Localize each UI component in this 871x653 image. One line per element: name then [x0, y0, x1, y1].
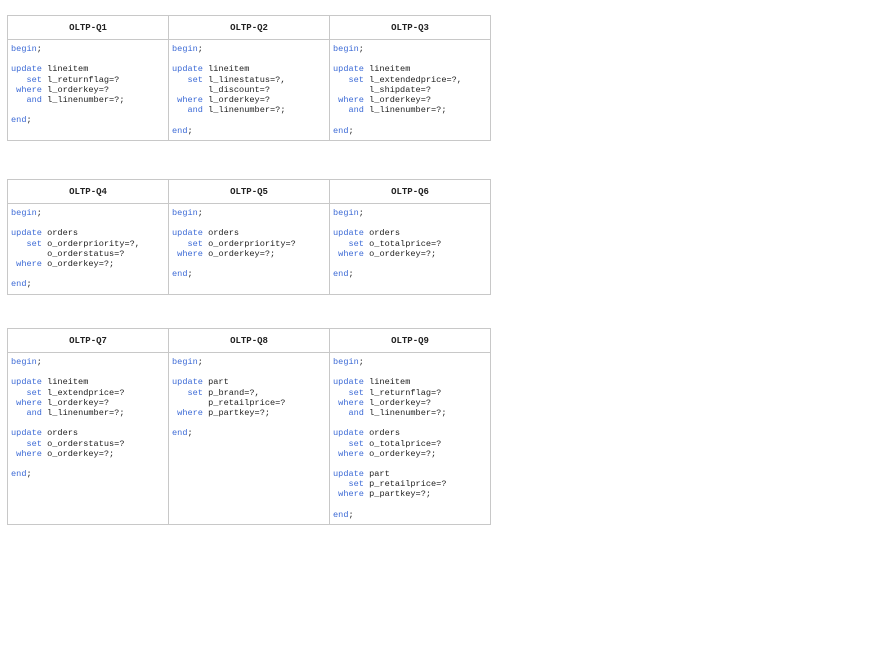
sql-code-block [8, 204, 168, 294]
sql-text: lineitem [363, 377, 411, 388]
sql-code-block [8, 353, 168, 483]
sql-code-block [169, 353, 329, 443]
code-line [333, 54, 487, 64]
sql-keyword: end [172, 269, 188, 280]
code-line [333, 269, 487, 279]
sql-text [172, 105, 187, 115]
code-line [333, 479, 487, 489]
sql-keyword: update [333, 64, 364, 75]
sql-keyword: begin [172, 357, 198, 367]
query-cell [8, 204, 169, 295]
sql-keyword: where [338, 94, 364, 105]
code-line [172, 85, 326, 95]
sql-keyword: update [333, 469, 364, 480]
sql-code-block [330, 204, 490, 283]
code-line [11, 105, 165, 115]
sql-text: o_orderkey=?; [41, 448, 115, 459]
sql-text: o_totalprice=? [363, 238, 442, 249]
sql-keyword: end [172, 428, 188, 439]
code-line [11, 469, 165, 479]
query-cell [169, 353, 330, 525]
code-line [333, 218, 487, 228]
sql-text: orders [41, 428, 79, 439]
sql-text [172, 75, 187, 85]
code-line [172, 418, 326, 428]
sql-text: orders [202, 228, 240, 239]
sql-text: o_orderpriority=?, [41, 238, 140, 249]
code-line [11, 95, 165, 105]
sql-text: l_linenumber=?; [41, 94, 125, 105]
sql-keyword: where [177, 94, 203, 105]
code-line [333, 208, 487, 218]
query-cell [169, 204, 330, 295]
sql-keyword: set [26, 74, 42, 85]
sql-text: l_extendedprice=?, [363, 74, 462, 85]
sql-text [11, 408, 26, 418]
code-line [11, 377, 165, 387]
sql-keyword: and [348, 407, 364, 418]
sql-text: orders [41, 228, 79, 239]
sql-keyword: where [16, 84, 42, 95]
sql-keyword: where [338, 489, 364, 500]
sql-keyword: and [187, 105, 203, 116]
code-line [333, 64, 487, 74]
sql-keyword: begin [172, 208, 198, 218]
code-line [333, 367, 487, 377]
code-line [333, 439, 487, 449]
code-line [11, 439, 165, 449]
sql-text: l_shipdate=? [333, 84, 431, 95]
sql-keyword: where [338, 448, 364, 459]
code-line [11, 64, 165, 74]
code-line [333, 398, 487, 408]
sql-keyword: set [187, 74, 203, 85]
code-line [333, 500, 487, 510]
sql-text: l_linenumber=?; [363, 105, 447, 116]
sql-text: o_orderkey=?; [202, 248, 276, 259]
code-line [172, 64, 326, 74]
code-line [172, 54, 326, 64]
query-cell [330, 353, 491, 525]
code-line [11, 75, 165, 85]
sql-text: o_orderkey=?; [41, 258, 115, 269]
sql-keyword: set [348, 74, 364, 85]
sql-text [11, 388, 26, 398]
sql-keyword: begin [11, 357, 37, 367]
sql-text: part [363, 469, 390, 480]
sql-text: lineitem [41, 377, 89, 388]
sql-text: ; [358, 208, 364, 218]
code-line [333, 44, 487, 54]
code-line [11, 54, 165, 64]
query-title: OLTP-Q3 [330, 16, 491, 40]
code-line [11, 428, 165, 438]
sql-code-block [169, 204, 329, 283]
code-line [172, 249, 326, 259]
sql-keyword: begin [11, 208, 37, 218]
sql-text [11, 439, 26, 449]
code-line [11, 249, 165, 259]
sql-text: l_linenumber=?; [363, 407, 447, 418]
query-title: OLTP-Q8 [169, 329, 330, 353]
code-line [333, 105, 487, 115]
sql-keyword: set [26, 387, 42, 398]
code-line [11, 115, 165, 125]
code-line [172, 228, 326, 238]
query-title: OLTP-Q9 [330, 329, 491, 353]
sql-text: ; [26, 469, 32, 480]
sql-text [333, 239, 348, 249]
code-line [172, 126, 326, 136]
sql-text: ; [26, 279, 32, 290]
sql-keyword: update [172, 377, 203, 388]
sql-keyword: end [11, 115, 27, 126]
code-line [333, 95, 487, 105]
query-title: OLTP-Q6 [330, 180, 491, 204]
code-line [172, 208, 326, 218]
code-line [172, 428, 326, 438]
code-line [11, 449, 165, 459]
code-line [333, 510, 487, 520]
sql-text: ; [36, 357, 42, 367]
query-title: OLTP-Q2 [169, 16, 330, 40]
sql-keyword: update [11, 377, 42, 388]
sql-keyword: where [16, 258, 42, 269]
sql-keyword: update [333, 377, 364, 388]
code-line [11, 85, 165, 95]
sql-keyword: end [333, 269, 349, 280]
sql-text: ; [26, 115, 32, 126]
code-line [11, 357, 165, 367]
query-table-3 [7, 328, 491, 525]
code-line [172, 259, 326, 269]
code-line [172, 105, 326, 115]
code-line [11, 279, 165, 289]
sql-keyword: begin [172, 44, 198, 54]
code-line [333, 449, 487, 459]
sql-text: o_orderkey=?; [363, 248, 437, 259]
sql-text [11, 75, 26, 85]
sql-text: p_partkey=?; [202, 407, 271, 418]
query-cell [330, 40, 491, 141]
sql-text [172, 239, 187, 249]
sql-keyword: end [11, 279, 27, 290]
sql-text: p_brand=?, [202, 387, 260, 398]
sql-keyword: begin [333, 208, 359, 218]
code-line [172, 239, 326, 249]
code-line [333, 75, 487, 85]
query-table-1 [7, 15, 491, 141]
sql-text: lineitem [41, 64, 89, 75]
code-line [11, 44, 165, 54]
code-line [11, 218, 165, 228]
sql-keyword: update [172, 228, 203, 239]
sql-keyword: update [172, 64, 203, 75]
sql-keyword: where [338, 397, 364, 408]
sql-code-block [330, 353, 490, 524]
sql-text [333, 75, 348, 85]
sql-text: orders [363, 228, 401, 239]
code-line [333, 259, 487, 269]
sql-text: l_linenumber=?; [41, 407, 125, 418]
sql-text: l_orderkey=? [41, 397, 110, 408]
code-line [11, 408, 165, 418]
sql-text: ; [348, 269, 354, 280]
sql-keyword: begin [333, 357, 359, 367]
sql-keyword: where [177, 407, 203, 418]
sql-keyword: where [16, 448, 42, 459]
sql-keyword: end [11, 469, 27, 480]
sql-text: ; [197, 357, 203, 367]
sql-keyword: where [177, 248, 203, 259]
code-line [11, 418, 165, 428]
sql-text: o_orderkey=?; [363, 448, 437, 459]
code-line [172, 398, 326, 408]
sql-keyword: where [338, 248, 364, 259]
sql-text: ; [36, 44, 42, 54]
code-line [333, 239, 487, 249]
sql-text: ; [348, 125, 354, 136]
sql-text: ; [187, 428, 193, 439]
sql-keyword: set [348, 479, 364, 490]
sql-text: ; [36, 208, 42, 218]
code-line [11, 208, 165, 218]
sql-text [333, 408, 348, 418]
sql-text: l_orderkey=? [363, 397, 432, 408]
query-cell [169, 40, 330, 141]
sql-keyword: end [333, 509, 349, 520]
sql-code-block [8, 40, 168, 130]
sql-keyword: set [26, 438, 42, 449]
code-line [333, 469, 487, 479]
code-line [172, 367, 326, 377]
code-line [333, 357, 487, 367]
sql-text: l_orderkey=? [363, 94, 432, 105]
sql-text: orders [363, 428, 401, 439]
sql-text: p_retailprice=? [172, 397, 286, 408]
sql-text: l_extendprice=? [41, 387, 125, 398]
sql-text: l_orderkey=? [41, 84, 110, 95]
code-line [172, 44, 326, 54]
code-line [333, 388, 487, 398]
sql-text: l_orderkey=? [202, 94, 271, 105]
sql-text: ; [358, 44, 364, 54]
sql-text: lineitem [202, 64, 250, 75]
sql-text: ; [197, 44, 203, 54]
code-line [11, 269, 165, 279]
sql-text: p_retailprice=? [363, 479, 447, 490]
code-line [333, 408, 487, 418]
code-line [172, 388, 326, 398]
sql-keyword: and [26, 407, 42, 418]
sql-text [333, 439, 348, 449]
sql-text: lineitem [363, 64, 411, 75]
code-line [333, 377, 487, 387]
sql-keyword: begin [333, 44, 359, 54]
query-title: OLTP-Q4 [8, 180, 169, 204]
sql-keyword: end [172, 125, 188, 136]
sql-text: ; [197, 208, 203, 218]
code-line [172, 377, 326, 387]
sql-keyword: update [333, 428, 364, 439]
code-line [333, 249, 487, 259]
sql-text: part [202, 377, 229, 388]
query-cell [8, 353, 169, 525]
code-line [172, 75, 326, 85]
sql-keyword: set [348, 438, 364, 449]
sql-keyword: and [26, 94, 42, 105]
code-line [333, 85, 487, 95]
code-line [172, 269, 326, 279]
sql-text [333, 388, 348, 398]
sql-text [333, 105, 348, 115]
query-title: OLTP-Q7 [8, 329, 169, 353]
code-line [11, 398, 165, 408]
sql-keyword: end [333, 125, 349, 136]
sql-keyword: set [187, 238, 203, 249]
code-line [11, 459, 165, 469]
sql-text: o_orderpriority=? [202, 238, 296, 249]
sql-text: ; [187, 125, 193, 136]
code-line [333, 428, 487, 438]
code-line [11, 388, 165, 398]
sql-keyword: update [11, 428, 42, 439]
code-line [333, 228, 487, 238]
sql-text: ; [358, 357, 364, 367]
sql-text: l_returnflag=? [363, 387, 442, 398]
code-line [11, 259, 165, 269]
sql-text [11, 95, 26, 105]
code-line [333, 418, 487, 428]
code-line [172, 408, 326, 418]
query-table-2 [7, 179, 491, 295]
sql-keyword: update [11, 228, 42, 239]
sql-keyword: and [348, 105, 364, 116]
code-line [11, 228, 165, 238]
sql-text: l_discount=? [172, 84, 270, 95]
sql-keyword: where [16, 397, 42, 408]
sql-text: ; [348, 509, 354, 520]
sql-code-block [169, 40, 329, 140]
code-line [333, 126, 487, 136]
code-line [11, 239, 165, 249]
code-line [333, 115, 487, 125]
sql-text: l_linenumber=?; [202, 105, 286, 116]
sql-code-block [330, 40, 490, 140]
query-cell [330, 204, 491, 295]
sql-text: l_returnflag=? [41, 74, 120, 85]
code-line [172, 95, 326, 105]
code-line [172, 115, 326, 125]
sql-keyword: update [333, 228, 364, 239]
sql-keyword: set [348, 387, 364, 398]
sql-keyword: update [11, 64, 42, 75]
code-line [11, 367, 165, 377]
query-title: OLTP-Q1 [8, 16, 169, 40]
code-line [172, 218, 326, 228]
query-cell [8, 40, 169, 141]
sql-text: o_orderstatus=? [41, 438, 125, 449]
sql-text: ; [187, 269, 193, 280]
sql-keyword: begin [11, 44, 37, 54]
sql-text: o_orderstatus=? [11, 248, 125, 259]
sql-keyword: set [26, 238, 42, 249]
sql-text [333, 479, 348, 489]
code-line [333, 489, 487, 499]
query-title: OLTP-Q5 [169, 180, 330, 204]
sql-keyword: set [348, 238, 364, 249]
code-line [333, 459, 487, 469]
sql-text: o_totalprice=? [363, 438, 442, 449]
sql-text [172, 388, 187, 398]
sql-keyword: set [187, 387, 203, 398]
sql-text: l_linestatus=?, [202, 74, 286, 85]
sql-text: p_partkey=?; [363, 489, 432, 500]
code-line [172, 357, 326, 367]
sql-text [11, 239, 26, 249]
